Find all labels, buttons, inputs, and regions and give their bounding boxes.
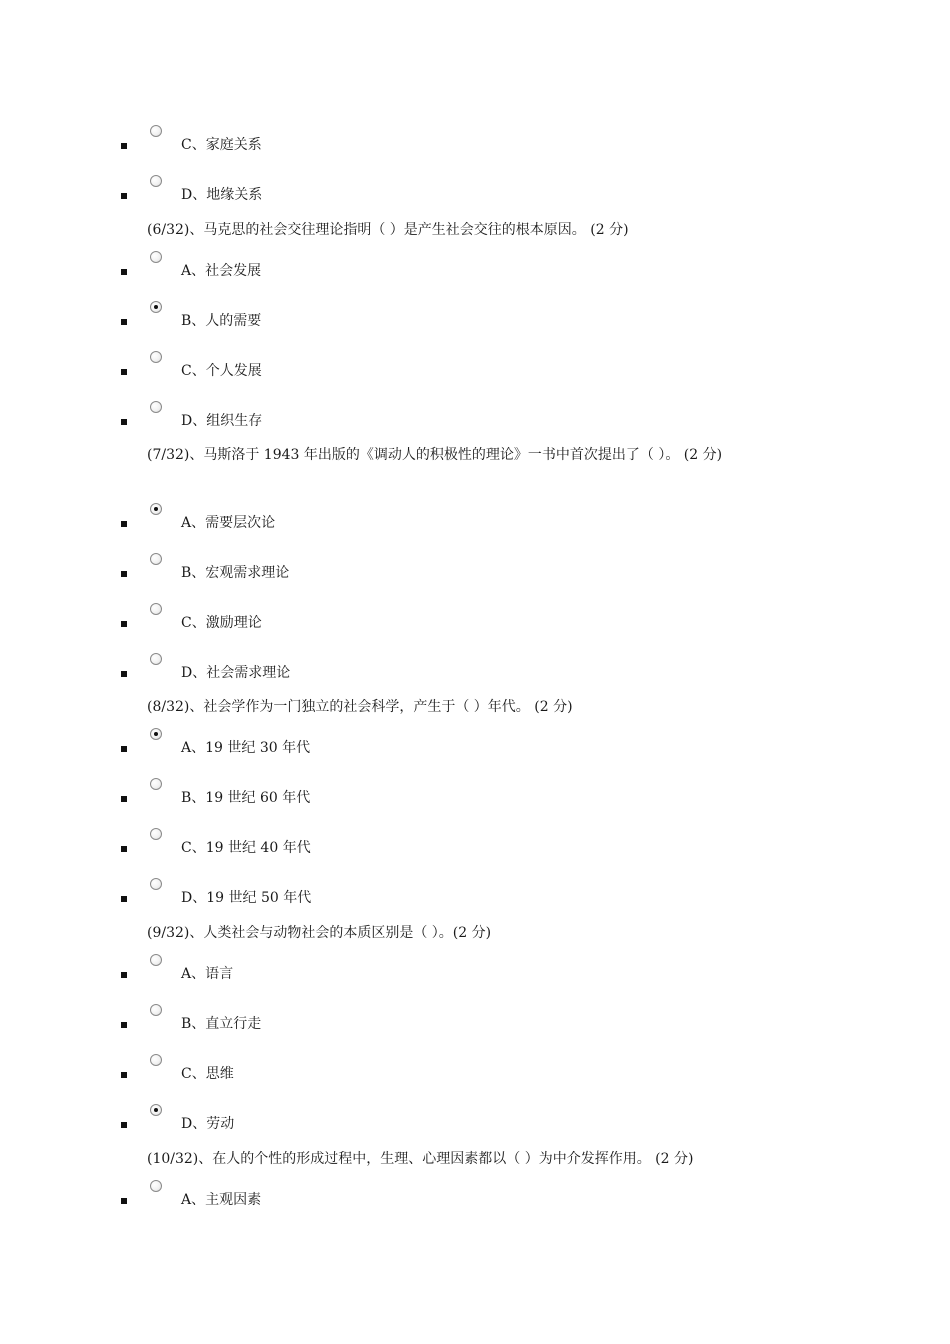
radio-button[interactable]: [150, 778, 162, 790]
option-label: A、19 世纪 30 年代: [181, 740, 311, 756]
option-label: C、家庭关系: [181, 137, 262, 153]
list-bullet: [121, 746, 127, 752]
question-10-text: (10/32)、在人的个性的形成过程中，生理、心理因素都以（ ）为中介发挥作用。 (2 分): [147, 1151, 694, 1167]
option-label: B、宏观需求理论: [181, 565, 290, 581]
option-label: C、思维: [181, 1066, 234, 1082]
radio-button[interactable]: [150, 1180, 162, 1192]
option-c-family[interactable]: [0, 131, 950, 161]
list-bullet: [121, 319, 127, 325]
option-label: A、语言: [181, 966, 234, 982]
option-label: B、直立行走: [181, 1016, 262, 1032]
q9-option-b[interactable]: [0, 1010, 950, 1040]
option-label: D、地缘关系: [181, 187, 263, 203]
question-8-text: (8/32)、社会学作为一门独立的社会科学，产生于（ ）年代。 (2 分): [147, 699, 573, 715]
radio-button-selected[interactable]: [150, 503, 162, 515]
option-label: C、19 世纪 40 年代: [181, 840, 311, 856]
list-bullet: [121, 521, 127, 527]
list-bullet: [121, 796, 127, 802]
radio-button[interactable]: [150, 603, 162, 615]
option-label: D、劳动: [181, 1116, 235, 1132]
radio-button[interactable]: [150, 125, 162, 137]
radio-button[interactable]: [150, 1054, 162, 1066]
radio-button[interactable]: [150, 653, 162, 665]
radio-button[interactable]: [150, 351, 162, 363]
list-bullet: [121, 571, 127, 577]
q6-option-d[interactable]: [0, 407, 950, 437]
question-9-text: (9/32)、人类社会与动物社会的本质区别是（ ）。(2 分): [147, 925, 492, 941]
q7-option-d[interactable]: [0, 659, 950, 689]
q10-option-a[interactable]: [0, 1186, 950, 1216]
option-label: C、个人发展: [181, 363, 262, 379]
list-bullet: [121, 846, 127, 852]
radio-button[interactable]: [150, 175, 162, 187]
option-label: D、组织生存: [181, 413, 263, 429]
list-bullet: [121, 972, 127, 978]
q6-option-a[interactable]: [0, 257, 950, 287]
option-label: B、人的需要: [181, 313, 262, 329]
option-d-locality[interactable]: [0, 181, 950, 211]
radio-button[interactable]: [150, 251, 162, 263]
radio-button[interactable]: [150, 1004, 162, 1016]
option-label: C、激励理论: [181, 615, 262, 631]
list-bullet: [121, 193, 127, 199]
q9-option-c[interactable]: [0, 1060, 950, 1090]
q7-option-c[interactable]: [0, 609, 950, 639]
q9-option-a[interactable]: [0, 960, 950, 990]
q6-option-b[interactable]: [0, 307, 950, 337]
q7-option-b[interactable]: [0, 559, 950, 589]
radio-button[interactable]: [150, 401, 162, 413]
radio-button[interactable]: [150, 954, 162, 966]
option-label: B、19 世纪 60 年代: [181, 790, 311, 806]
q9-option-d[interactable]: [0, 1110, 950, 1140]
q8-option-a[interactable]: [0, 734, 950, 764]
list-bullet: [121, 1022, 127, 1028]
option-label: D、社会需求理论: [181, 665, 291, 681]
question-6-text: (6/32)、马克思的社会交往理论指明（ ）是产生社会交往的根本原因。 (2 分): [147, 222, 629, 238]
list-bullet: [121, 1072, 127, 1078]
radio-button[interactable]: [150, 828, 162, 840]
radio-button-selected[interactable]: [150, 301, 162, 313]
option-label: A、主观因素: [181, 1192, 262, 1208]
radio-button[interactable]: [150, 878, 162, 890]
question-7-text: (7/32)、马斯洛于 1943 年出版的《调动人的积极性的理论》一书中首次提出了（ ）。 (2 分): [147, 447, 723, 463]
list-bullet: [121, 419, 127, 425]
list-bullet: [121, 269, 127, 275]
list-bullet: [121, 896, 127, 902]
q8-option-b[interactable]: [0, 784, 950, 814]
list-bullet: [121, 1122, 127, 1128]
q8-option-d[interactable]: [0, 884, 950, 914]
list-bullet: [121, 621, 127, 627]
radio-button-selected[interactable]: [150, 1104, 162, 1116]
radio-button[interactable]: [150, 553, 162, 565]
option-label: D、19 世纪 50 年代: [181, 890, 312, 906]
list-bullet: [121, 1198, 127, 1204]
q7-option-a[interactable]: [0, 509, 950, 539]
radio-button-selected[interactable]: [150, 728, 162, 740]
list-bullet: [121, 671, 127, 677]
option-label: A、需要层次论: [181, 515, 276, 531]
q8-option-c[interactable]: [0, 834, 950, 864]
option-label: A、社会发展: [181, 263, 262, 279]
q6-option-c[interactable]: [0, 357, 950, 387]
list-bullet: [121, 369, 127, 375]
list-bullet: [121, 143, 127, 149]
